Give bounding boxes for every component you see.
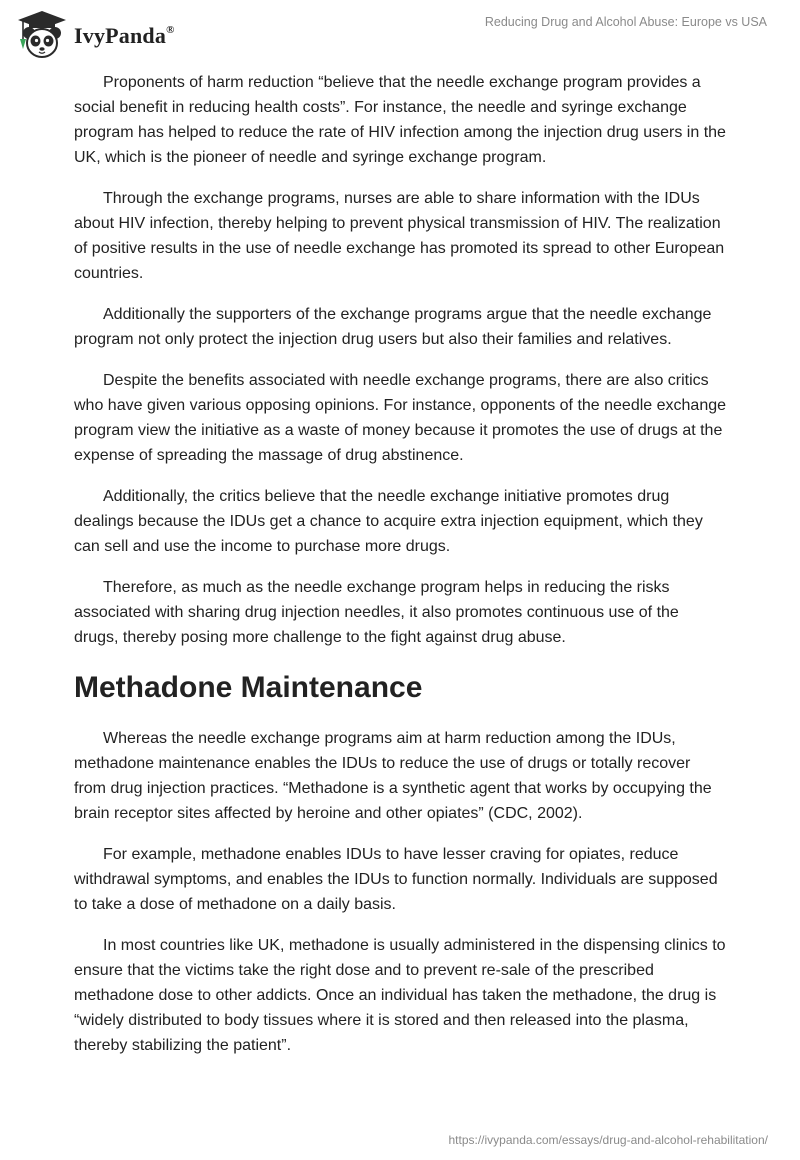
paragraph: Proponents of harm reduction “believe that the needle exchange program provides a social benefit in reducing health costs”. For instance, the needle and syringe exchange program has helped to reduce the rate of HIV infection among the injection drug users in the UK, which is the pioneer of needle and syringe exchange program.: [74, 74, 726, 166]
paragraph: Therefore, as much as the needle exchange program helps in reducing the risks associated with sharing drug injection needles, it also promotes continuous use of the drugs, thereby posing more challenge to the fight against drug abuse.: [74, 579, 679, 646]
paragraph: Whereas the needle exchange programs aim at harm reduction among the IDUs, methadone maintenance enables the IDUs to reduce the use of drugs or totally recover from drug injection practices. “Methadone is a synthetic agent that works by occupying the brain receptor sites affected by heroine and other opiates” (CDC, 2002).: [74, 730, 712, 822]
ivypanda-logo[interactable]: [14, 9, 175, 61]
brand-text: IvyPanda: [74, 23, 167, 48]
paragraph: In most countries like UK, methadone is usually administered in the dispensing clinics to ensure that the victims take the right dose and to prevent re-sale of the prescribed methadone dose to other addicts. Once an individual has taken the methadone, the drug is “widely distributed to body tissues where it is stored and then released into the plasma, thereby stabilizing the patient”.: [74, 937, 726, 1054]
paragraph: Through the exchange programs, nurses are able to share information with the IDUs about HIV infection, thereby helping to prevent physical transmission of HIV. The realization of positive results in the use of needle exchange has promoted its spread to other European countries.: [74, 190, 725, 282]
panda-graduate-icon: [14, 9, 70, 61]
brand-name: [74, 23, 175, 49]
registered-mark: ®: [166, 23, 175, 36]
paragraph: For example, methadone enables IDUs to have lesser craving for opiates, reduce withdrawal symptoms, and enables the IDUs to function normally. Individuals are supposed to take a dose of methadone on a daily basis.: [74, 846, 718, 913]
paragraph: Despite the benefits associated with needle exchange programs, there are also critics who have given various opposing opinions. For instance, opponents of the needle exchange program view the initiative as a waste of money because it promotes the use of drugs at the expense of spreading the massage of drug abstinence.: [74, 372, 727, 464]
document-title: Reducing Drug and Alcohol Abuse: Europe vs USA: [484, 15, 767, 29]
paragraph: Additionally the supporters of the exchange programs argue that the needle exchange program not only protect the injection drug users but also their families and relatives.: [74, 306, 712, 348]
article-body: [74, 70, 726, 1074]
page-header: [0, 0, 800, 62]
source-url[interactable]: https://ivypanda.com/essays/drug-and-alcohol-rehabilitation/: [448, 1133, 768, 1147]
paragraph: Additionally, the critics believe that the needle exchange initiative promotes drug dealings because the IDUs get a chance to acquire extra injection equipment, which they can sell and use the income to purchase more drugs.: [74, 488, 703, 555]
section-heading: Methadone Maintenance: [74, 671, 423, 704]
